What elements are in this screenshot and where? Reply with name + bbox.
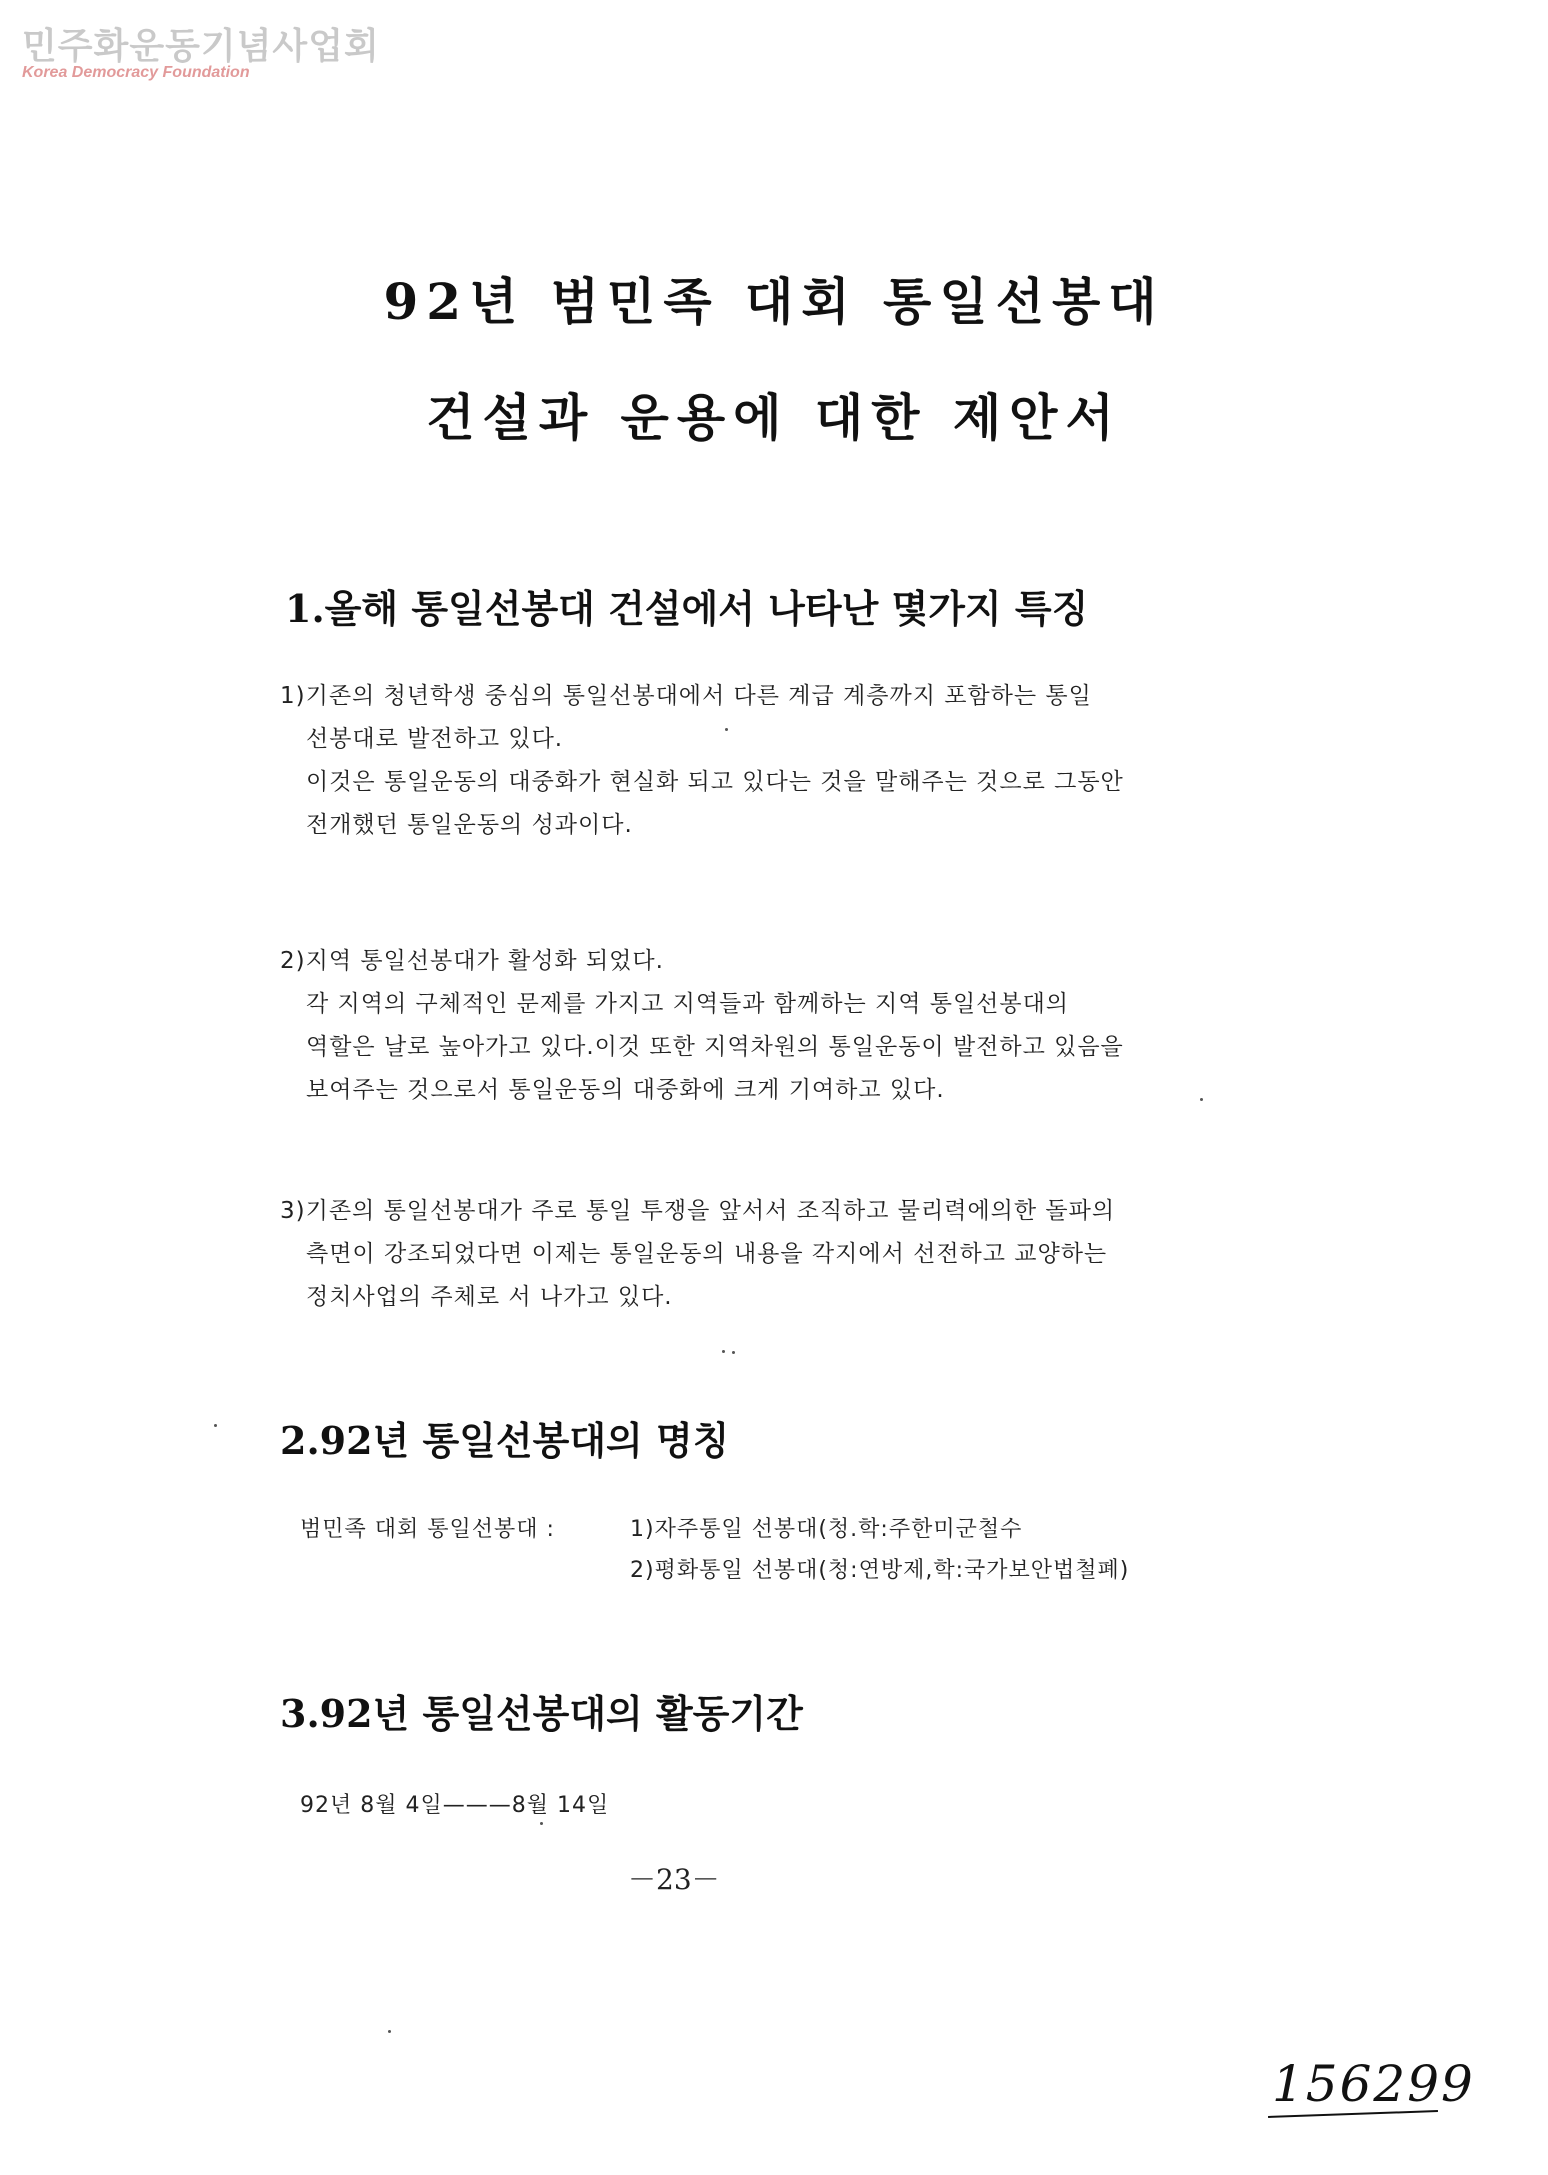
section1-item1 [280, 675, 1124, 847]
section2-name-1: 1)자주통일 선봉대(청.학:주한미군철수 [630, 1517, 1023, 1542]
paragraph-line: 이것은 통일운동의 대중화가 현실화 되고 있다는 것을 말해주는 것으로 그동안 [306, 769, 1124, 795]
page-number: －23－ [628, 1863, 720, 1896]
section3-heading: 3.92년 통일선봉대의 활동기간 [280, 1691, 803, 1736]
paragraph-line: 2)지역 통일선봉대가 활성화 되었다. [280, 948, 664, 974]
section2-label: 범민족 대회 통일선봉대 : [300, 1517, 555, 1542]
scan-speck [725, 728, 728, 731]
scan-speck [1200, 1098, 1203, 1101]
watermark-title: 민주화운동기념사업회 [22, 26, 380, 67]
archive-number: 156299 [1272, 2055, 1475, 2113]
section2-heading: 2.92년 통일선봉대의 명칭 [280, 1418, 730, 1463]
paragraph-line: 전개했던 통일운동의 성과이다. [306, 812, 633, 838]
scan-speck [540, 1822, 543, 1825]
document-title-line2: 건설과 운용에 대한 제안서 [426, 388, 1122, 447]
paragraph-line: 보여주는 것으로서 통일운동의 대중화에 크게 기여하고 있다. [306, 1077, 945, 1103]
paragraph-line: 정치사업의 주체로 서 나가고 있다. [306, 1284, 673, 1310]
scan-speck [732, 1351, 735, 1354]
paragraph-line: 1)기존의 청년학생 중심의 통일선봉대에서 다른 계급 계층까지 포함하는 통일 [280, 683, 1092, 709]
watermark-subtitle: Korea Democracy Foundation [22, 64, 250, 81]
paragraph-line: 3)기존의 통일선봉대가 주로 통일 투쟁을 앞서서 조직하고 물리력에의한 돌파의 [280, 1198, 1116, 1224]
scan-speck [388, 2030, 391, 2033]
paragraph-line: 각 지역의 구체적인 문제를 가지고 지역들과 함께하는 지역 통일선봉대의 [306, 991, 1070, 1017]
paragraph-line: 역할은 날로 높아가고 있다.이것 또한 지역차원의 통일운동이 발전하고 있음을 [306, 1034, 1124, 1060]
section2-name-2: 2)평화통일 선봉대(청:연방제,학:국가보안법철폐) [630, 1558, 1130, 1583]
scan-speck [722, 1350, 725, 1353]
scan-speck [214, 1424, 217, 1427]
section1-item3 [280, 1190, 1115, 1319]
document-title-line1: 92년 범민족 대회 통일선봉대 [383, 272, 1165, 331]
activity-period: 92년 8월 4일———8월 14일 [300, 1793, 610, 1818]
paragraph-line: 측면이 강조되었다면 이제는 통일운동의 내용을 각지에서 선전하고 교양하는 [306, 1241, 1108, 1267]
section1-heading: 1.올해 통일선봉대 건설에서 나타난 몇가지 특징 [285, 586, 1089, 631]
paragraph-line: 선봉대로 발전하고 있다. [306, 726, 564, 752]
section1-item2 [280, 940, 1124, 1112]
